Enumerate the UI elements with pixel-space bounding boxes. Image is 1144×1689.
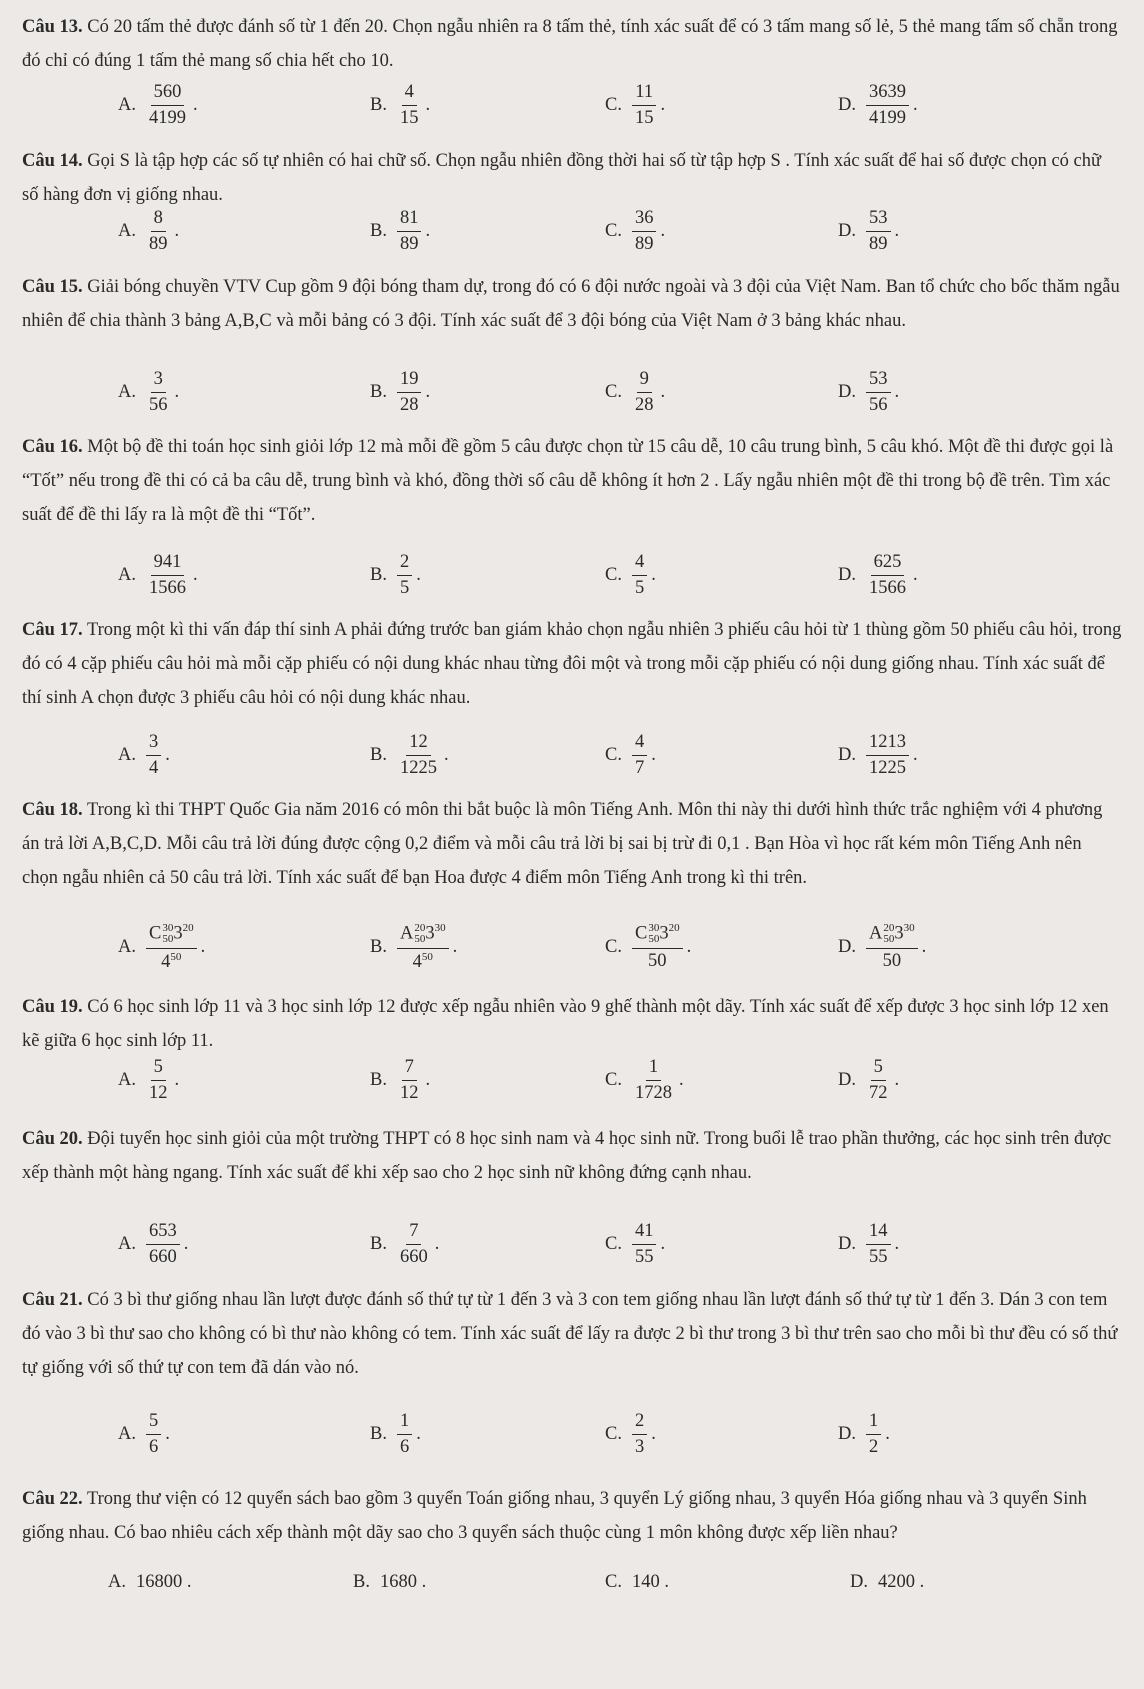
- question-stem: [22, 270, 1122, 338]
- letter-text: A.: [118, 565, 136, 586]
- sub1-text: 50: [648, 933, 660, 945]
- option-a[interactable]: [118, 923, 205, 973]
- option-d[interactable]: [838, 209, 899, 255]
- value-text: 16800 .: [136, 1572, 192, 1592]
- letter-text: B.: [370, 745, 387, 766]
- option-b[interactable]: [370, 733, 449, 779]
- base2-text: 3: [173, 923, 183, 944]
- label-text: Câu 15.: [22, 277, 83, 297]
- option-a[interactable]: [118, 370, 179, 416]
- option-a[interactable]: [118, 1222, 188, 1268]
- num-text: 5: [871, 1058, 886, 1081]
- tail-text: .: [165, 745, 170, 766]
- num-text: 12: [406, 733, 431, 756]
- den-text: 6: [399, 1437, 410, 1458]
- sup1-text: 30: [648, 922, 660, 934]
- option-b[interactable]: [370, 209, 430, 255]
- sup1-text: 20: [414, 922, 426, 934]
- letter-text: B.: [370, 1424, 387, 1445]
- option-b[interactable]: [370, 83, 430, 129]
- tail-text: .: [894, 382, 900, 403]
- option-d[interactable]: [838, 1412, 890, 1458]
- letter-text: B.: [370, 937, 387, 958]
- tail-text: .: [200, 937, 206, 958]
- option-a[interactable]: [118, 1058, 179, 1104]
- text-text: Trong kì thi THPT Quốc Gia năm 2016 có môn thi bắt buộc là môn Tiếng Anh. Môn thi này thi dưới hình thức trắc nghiệm với 4 phương án trả lời A,B,C,D. Mỗi câu trả lời đúng được cộng 0,2 điểm và mỗi câu trả lời bị sai bị trừ đi 0,1 . Bạn Hòa vì học rất kém môn Tiếng Anh nên chọn ngẫu nhiên cả 50 câu trả lời. Tính xác suất để bạn Hoa được 4 điểm môn Tiếng Anh trong kì thi trên.: [22, 800, 1103, 888]
- letter-text: A.: [108, 1572, 126, 1592]
- den-text: 2: [869, 1437, 879, 1458]
- option-c[interactable]: [605, 733, 656, 779]
- den-text: 28: [634, 395, 654, 416]
- densup-text: 50: [170, 951, 182, 963]
- letter-text: C.: [605, 745, 622, 766]
- label-text: Câu 13.: [22, 17, 83, 37]
- den-text: 1728: [634, 1083, 672, 1104]
- den-text: 15: [399, 108, 419, 129]
- sym-text: C: [634, 923, 648, 944]
- tail-text: .: [183, 1234, 189, 1255]
- option-a[interactable]: [108, 1572, 192, 1593]
- option-d[interactable]: [838, 733, 918, 779]
- tail-text: .: [174, 221, 180, 242]
- den-text: 1225: [869, 758, 906, 779]
- num-text: 14: [866, 1222, 891, 1245]
- letter-text: D.: [838, 1234, 856, 1255]
- num-text: 1: [397, 1412, 412, 1435]
- num-text: 1: [866, 1412, 881, 1435]
- den-text: 12: [399, 1083, 419, 1104]
- tail-text: .: [443, 745, 449, 766]
- den-text: 3: [634, 1437, 645, 1458]
- den-text: 5: [634, 578, 645, 599]
- tail-text: .: [452, 937, 458, 958]
- sub1-text: 50: [414, 933, 426, 945]
- label-text: Câu 22.: [22, 1489, 83, 1509]
- den-text: 89: [149, 234, 168, 255]
- option-c[interactable]: [605, 553, 656, 599]
- num-text: 4: [632, 553, 647, 576]
- num-text: 53: [866, 370, 891, 393]
- tail-text: .: [921, 936, 927, 957]
- den-text: 55: [634, 1247, 654, 1268]
- base2-text: 3: [894, 923, 904, 944]
- option-b[interactable]: [353, 1572, 426, 1593]
- num-text: 3: [146, 733, 161, 756]
- den-text: 1225: [399, 758, 437, 779]
- letter-text: D.: [838, 221, 856, 242]
- tail-text: .: [885, 1424, 890, 1445]
- den-text: 6: [149, 1437, 159, 1458]
- letter-text: D.: [838, 565, 856, 586]
- sym-text: A: [869, 923, 883, 944]
- tail-text: .: [651, 745, 656, 766]
- text-text: Trong thư viện có 12 quyển sách bao gồm 3 quyển Toán giống nhau, 3 quyển Lý giống nhau, 3 quyển Hóa giống nhau và 3 quyển Sinh giống nhau. Có bao nhiêu cách xếp thành một dãy sao cho 3 quyển sách thuộc cùng 1 môn không được xếp liền nhau?: [22, 1489, 1087, 1543]
- den-text: 72: [869, 1083, 888, 1104]
- tail-text: .: [174, 1070, 180, 1091]
- num-text: 1: [646, 1058, 661, 1081]
- num-text: 36: [632, 209, 657, 232]
- num-text: 9: [637, 370, 652, 393]
- question-stem: [22, 793, 1122, 895]
- text-text: Gọi S là tập hợp các số tự nhiên có hai chữ số. Chọn ngẫu nhiên đồng thời hai số từ tập hợp S . Tính xác suất để hai số được chọn có chữ số hàng đơn vị giống nhau.: [22, 151, 1102, 205]
- num-text: 53: [866, 209, 891, 232]
- den-text: 1566: [869, 578, 906, 599]
- tail-text: .: [678, 1070, 684, 1091]
- letter-text: D.: [838, 936, 856, 957]
- num-text: 11: [632, 83, 656, 106]
- den-text: 4199: [869, 108, 906, 129]
- num-text: 81: [397, 209, 422, 232]
- tail-text: .: [193, 95, 198, 116]
- text-text: Giải bóng chuyền VTV Cup gồm 9 đội bóng tham dự, trong đó có 6 đội nước ngoài và 3 đội của Việt Nam. Ban tổ chức cho bốc thăm ngẫu nhiên để chia thành 3 bảng A,B,C và mỗi bảng có 3 đội. Tính xác suất để 3 đội bóng của Việt Nam ở 3 bảng khác nhau.: [22, 277, 1120, 331]
- sup2-text: 20: [182, 922, 194, 935]
- tail-text: .: [651, 565, 656, 586]
- tail-text: .: [913, 565, 918, 586]
- option-a[interactable]: [118, 553, 198, 599]
- den-text: 1566: [149, 578, 186, 599]
- sup1-text: 20: [883, 922, 895, 934]
- question-stem: [22, 990, 1122, 1058]
- tail-text: .: [425, 221, 431, 242]
- den-text: 89: [399, 234, 419, 255]
- option-b[interactable]: [370, 1058, 430, 1104]
- label-text: Câu 14.: [22, 151, 83, 171]
- den-text: 4: [149, 758, 159, 779]
- num-text: 5: [151, 1058, 166, 1081]
- value-text: 140 .: [631, 1572, 669, 1592]
- den-text: 15: [634, 108, 654, 129]
- letter-text: A.: [118, 1424, 136, 1445]
- label-text: Câu 17.: [22, 620, 83, 640]
- letter-text: A.: [118, 382, 136, 403]
- value-text: 4200 .: [878, 1572, 925, 1592]
- den-text: 55: [869, 1247, 888, 1268]
- sup2-text: 30: [903, 922, 915, 935]
- letter-text: D.: [838, 745, 856, 766]
- letter-text: A.: [118, 95, 136, 116]
- tail-text: .: [686, 936, 692, 957]
- option-d[interactable]: [850, 1572, 924, 1593]
- label-text: Câu 19.: [22, 997, 83, 1017]
- tail-text: .: [660, 221, 666, 242]
- num-text: 560: [151, 83, 185, 106]
- tail-text: .: [425, 1070, 431, 1091]
- num-text: 625: [871, 553, 905, 576]
- option-b[interactable]: [370, 370, 430, 416]
- label-text: Câu 18.: [22, 800, 83, 820]
- option-b[interactable]: [370, 553, 421, 599]
- tail-text: .: [416, 565, 421, 586]
- base2-text: 3: [425, 923, 435, 944]
- text-text: Đội tuyển học sinh giỏi của một trường THPT có 8 học sinh nam và 4 học sinh nữ. Trong buổi lễ trao phần thưởng, các học sinh trên được xếp thành một hàng ngang. Tính xác suất để khi xếp sao cho 2 học sinh nữ không đứng cạnh nhau.: [22, 1129, 1112, 1183]
- letter-text: A.: [118, 937, 136, 958]
- den-text: 660: [399, 1247, 428, 1268]
- option-b[interactable]: [370, 1412, 421, 1458]
- option-a[interactable]: [118, 733, 170, 779]
- tail-text: .: [651, 1424, 656, 1445]
- text-text: Một bộ đề thi toán học sinh giỏi lớp 12 mà mỗi đề gồm 5 câu được chọn từ 15 câu dễ, 10 câu trung bình, 5 câu khó. Một đề thi được gọi là “Tốt” nếu trong đề thi có cả ba câu dễ, trung bình và khó, đồng thời số câu dễ không ít hơn 2 . Lấy ngẫu nhiên một đề thi trong bộ đề trên. Tìm xác suất để đề thi lấy ra là một đề thi “Tốt”.: [22, 437, 1114, 525]
- label-text: Câu 16.: [22, 437, 83, 457]
- letter-text: C.: [605, 565, 622, 586]
- letter-text: D.: [838, 1424, 856, 1445]
- tail-text: .: [894, 221, 900, 242]
- text-text: Có 6 học sinh lớp 11 và 3 học sinh lớp 12 được xếp ngẫu nhiên vào 9 ghế thành một dãy. Tính xác suất để xếp được 3 học sinh lớp 12 xen kẽ giữa 6 học sinh lớp 11.: [22, 997, 1109, 1051]
- num-text: 2: [632, 1412, 647, 1435]
- letter-text: C.: [605, 221, 622, 242]
- option-d[interactable]: [838, 370, 899, 416]
- letter-text: B.: [370, 95, 387, 116]
- option-d[interactable]: [838, 923, 926, 971]
- num-text: 19: [397, 370, 422, 393]
- letter-text: C.: [605, 1424, 622, 1445]
- tail-text: .: [913, 745, 918, 766]
- text-text: Trong một kì thi vấn đáp thí sinh A phải đứng trước ban giám khảo chọn ngẫu nhiên 3 phiếu câu hỏi từ 1 thùng gồm 50 phiếu câu hỏi, trong đó có 4 cặp phiếu câu hỏi mà mỗi cặp phiếu có nội dung khác nhau từng đôi một và trong mỗi cặp phiếu có nội dung giống nhau. Tính xác suất để thí sinh A chọn được 3 phiếu câu hỏi có nội dung khác nhau.: [22, 620, 1122, 708]
- tail-text: .: [434, 1234, 440, 1255]
- letter-text: A.: [118, 1234, 136, 1255]
- tail-text: .: [425, 95, 431, 116]
- num-text: 3639: [866, 83, 909, 106]
- den-text: 660: [149, 1247, 177, 1268]
- letter-text: A.: [118, 221, 136, 242]
- letter-text: C.: [605, 95, 622, 116]
- den-text: 89: [634, 234, 654, 255]
- tail-text: .: [660, 1234, 666, 1255]
- question-stem: [22, 1482, 1122, 1550]
- letter-text: B.: [370, 221, 387, 242]
- option-c[interactable]: [605, 1058, 684, 1104]
- den-text: 50: [882, 951, 902, 971]
- sup2-text: 30: [434, 922, 446, 935]
- den-text: 28: [399, 395, 419, 416]
- question-stem: [22, 613, 1122, 715]
- letter-text: B.: [370, 1234, 387, 1255]
- letter-text: A.: [118, 745, 136, 766]
- num-text: 5: [146, 1412, 161, 1435]
- sub1-text: 50: [162, 933, 174, 945]
- tail-text: .: [425, 382, 431, 403]
- num-text: 8: [151, 209, 166, 232]
- den-text: 7: [634, 758, 645, 779]
- tail-text: .: [174, 382, 180, 403]
- tail-text: .: [894, 1234, 900, 1255]
- tail-text: .: [660, 382, 666, 403]
- letter-text: D.: [850, 1572, 868, 1592]
- den-text: 5: [399, 578, 410, 599]
- value-text: 1680 .: [379, 1572, 427, 1592]
- letter-text: B.: [370, 1070, 387, 1091]
- den-text: 4: [412, 952, 422, 973]
- letter-text: B.: [370, 382, 387, 403]
- den-text: 56: [869, 395, 888, 416]
- option-c[interactable]: [605, 209, 665, 255]
- tail-text: .: [894, 1070, 900, 1091]
- question-stem: [22, 1122, 1122, 1190]
- label-text: Câu 21.: [22, 1290, 83, 1310]
- letter-text: C.: [605, 1572, 622, 1592]
- letter-text: D.: [838, 95, 856, 116]
- sup2-text: 20: [668, 922, 680, 935]
- letter-text: B.: [370, 565, 387, 586]
- den-text: 4: [161, 952, 171, 973]
- option-c[interactable]: [605, 1572, 669, 1593]
- option-c[interactable]: [605, 1412, 656, 1458]
- tail-text: .: [193, 565, 198, 586]
- sym-text: C: [149, 923, 162, 944]
- option-c[interactable]: [605, 370, 665, 416]
- num-text: 941: [151, 553, 185, 576]
- num-text: 7: [406, 1222, 421, 1245]
- tail-text: .: [165, 1424, 170, 1445]
- den-text: 89: [869, 234, 888, 255]
- option-c[interactable]: [605, 1222, 665, 1268]
- option-d[interactable]: [838, 1058, 899, 1104]
- option-a[interactable]: [118, 1412, 170, 1458]
- option-d[interactable]: [838, 553, 918, 599]
- den-text: 50: [648, 951, 667, 971]
- num-text: 3: [151, 370, 166, 393]
- num-text: 4: [632, 733, 647, 756]
- letter-text: D.: [838, 1070, 856, 1091]
- tail-text: .: [660, 95, 666, 116]
- text-text: Có 20 tấm thẻ được đánh số từ 1 đến 20. Chọn ngẫu nhiên ra 8 tấm thẻ, tính xác suất để có 3 tấm mang số lẻ, 5 thẻ mang tấm số chẵn trong đó chỉ có đúng 1 tấm thẻ mang số chia hết cho 10.: [22, 17, 1118, 71]
- num-text: 7: [402, 1058, 417, 1081]
- letter-text: C.: [605, 1234, 622, 1255]
- option-b[interactable]: [370, 923, 457, 973]
- option-d[interactable]: [838, 1222, 899, 1268]
- num-text: 653: [146, 1222, 180, 1245]
- option-a[interactable]: [118, 209, 179, 255]
- option-a[interactable]: [118, 83, 198, 129]
- letter-text: A.: [118, 1070, 136, 1091]
- letter-text: C.: [605, 382, 622, 403]
- sym-text: A: [399, 923, 414, 944]
- label-text: Câu 20.: [22, 1129, 83, 1149]
- sub1-text: 50: [883, 933, 895, 945]
- option-d[interactable]: [838, 83, 918, 129]
- den-text: 12: [149, 1083, 168, 1104]
- question-stem: [22, 1283, 1122, 1385]
- den-text: 4199: [149, 108, 186, 129]
- letter-text: C.: [605, 1070, 622, 1091]
- text-text: Có 3 bì thư giống nhau lần lượt được đánh số thứ tự từ 1 đến 3 và 3 con tem giống nhau lần lượt đánh số thứ tự từ 1 đến 3. Dán 3 con tem đó vào 3 bì thư sao cho không có bì thư nào không có tem. Tính xác suất để lấy ra được 2 bì thư trong 3 bì thư trên sao cho mỗi bì thư đều có số thứ tự giống với số thứ tự con tem đã dán vào nó.: [22, 1290, 1118, 1378]
- den-text: 56: [149, 395, 168, 416]
- num-text: 2: [397, 553, 412, 576]
- num-text: 1213: [866, 733, 909, 756]
- letter-text: C.: [605, 936, 622, 957]
- sup1-text: 30: [162, 922, 174, 934]
- option-c[interactable]: [605, 83, 665, 129]
- option-c[interactable]: [605, 923, 691, 971]
- densup-text: 50: [421, 951, 433, 963]
- tail-text: .: [416, 1424, 421, 1445]
- option-b[interactable]: [370, 1222, 439, 1268]
- num-text: 41: [632, 1222, 657, 1245]
- tail-text: .: [913, 95, 918, 116]
- base2-text: 3: [659, 923, 669, 944]
- letter-text: D.: [838, 382, 856, 403]
- letter-text: B.: [353, 1572, 370, 1592]
- num-text: 4: [402, 83, 417, 106]
- question-stem: [22, 430, 1122, 532]
- question-stem: [22, 10, 1122, 78]
- question-stem: [22, 144, 1122, 212]
